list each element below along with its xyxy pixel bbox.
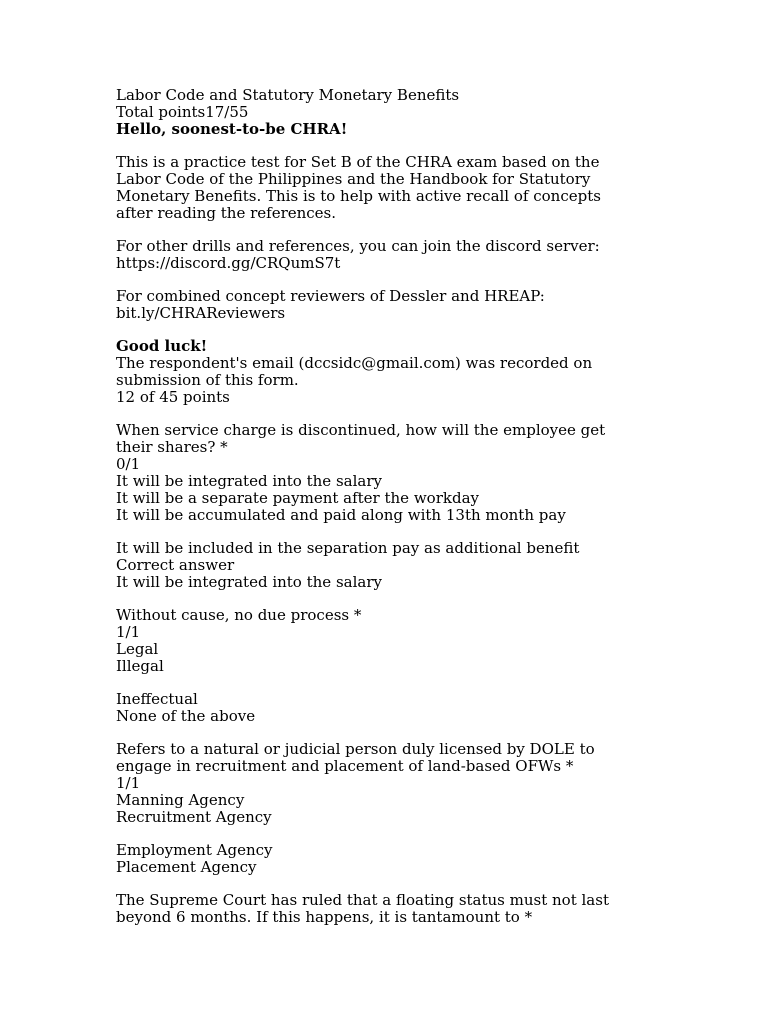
intro-line: Monetary Benefits. This is to help with active recall of concepts [116, 187, 601, 205]
section-points: 12 of 45 points [116, 388, 230, 406]
answer-option[interactable]: It will be a separate payment after the workday [116, 489, 479, 507]
answer-option[interactable]: Recruitment Agency [116, 808, 272, 826]
discord-text: For other drills and references, you can join the discord server: [116, 237, 600, 255]
question-text: The Supreme Court has ruled that a floating status must not last [116, 891, 609, 909]
reviewers-link[interactable]: bit.ly/CHRAReviewers [116, 304, 286, 322]
answer-option[interactable]: Placement Agency [116, 858, 257, 876]
question-text: their shares? * [116, 438, 228, 456]
answer-option[interactable]: It will be included in the separation pay as additional benefit [116, 539, 580, 557]
total-points: Total points17/55 [116, 103, 249, 121]
correct-answer-value: It will be integrated into the salary [116, 573, 382, 591]
question-text: engage in recruitment and placement of land-based OFWs * [116, 757, 574, 775]
reviewers-text: For combined concept reviewers of Dessler and HREAP: [116, 287, 545, 305]
question-score: 1/1 [116, 623, 141, 641]
question-text: When service charge is discontinued, how will the employee get [116, 421, 606, 439]
question-text: beyond 6 months. If this happens, it is tantamount to * [116, 908, 533, 926]
document-page [116, 87, 656, 926]
question-block [116, 741, 656, 876]
form-title: Labor Code and Statutory Monetary Benefits [116, 86, 460, 104]
intro-line: after reading the references. [116, 204, 337, 222]
good-luck: Good luck! [116, 337, 208, 355]
intro-line: This is a practice test for Set B of the CHRA exam based on the [116, 153, 600, 171]
question-block [116, 422, 656, 591]
answer-option[interactable]: None of the above [116, 707, 256, 725]
answer-option[interactable]: Legal [116, 640, 159, 658]
email-notice: submission of this form. [116, 371, 299, 389]
email-notice: The respondent's email (dccsidc@gmail.com) was recorded on [116, 354, 593, 372]
discord-link[interactable]: https://discord.gg/CRQumS7t [116, 254, 341, 272]
answer-option[interactable]: Illegal [116, 657, 164, 675]
question-block [116, 607, 656, 725]
answer-option[interactable]: Employment Agency [116, 841, 273, 859]
answer-option[interactable]: It will be accumulated and paid along with 13th month pay [116, 506, 566, 524]
question-score: 1/1 [116, 774, 141, 792]
answer-option[interactable]: Manning Agency [116, 791, 245, 809]
intro-line: Labor Code of the Philippines and the Handbook for Statutory [116, 170, 591, 188]
question-text: Without cause, no due process * [116, 606, 362, 624]
question-block [116, 892, 656, 926]
answer-option[interactable]: It will be integrated into the salary [116, 472, 382, 490]
greeting: Hello, soonest-to-be CHRA! [116, 120, 348, 138]
answer-option[interactable]: Ineffectual [116, 690, 198, 708]
question-score: 0/1 [116, 455, 141, 473]
question-text: Refers to a natural or judicial person duly licensed by DOLE to [116, 740, 595, 758]
correct-answer-label: Correct answer [116, 556, 235, 574]
